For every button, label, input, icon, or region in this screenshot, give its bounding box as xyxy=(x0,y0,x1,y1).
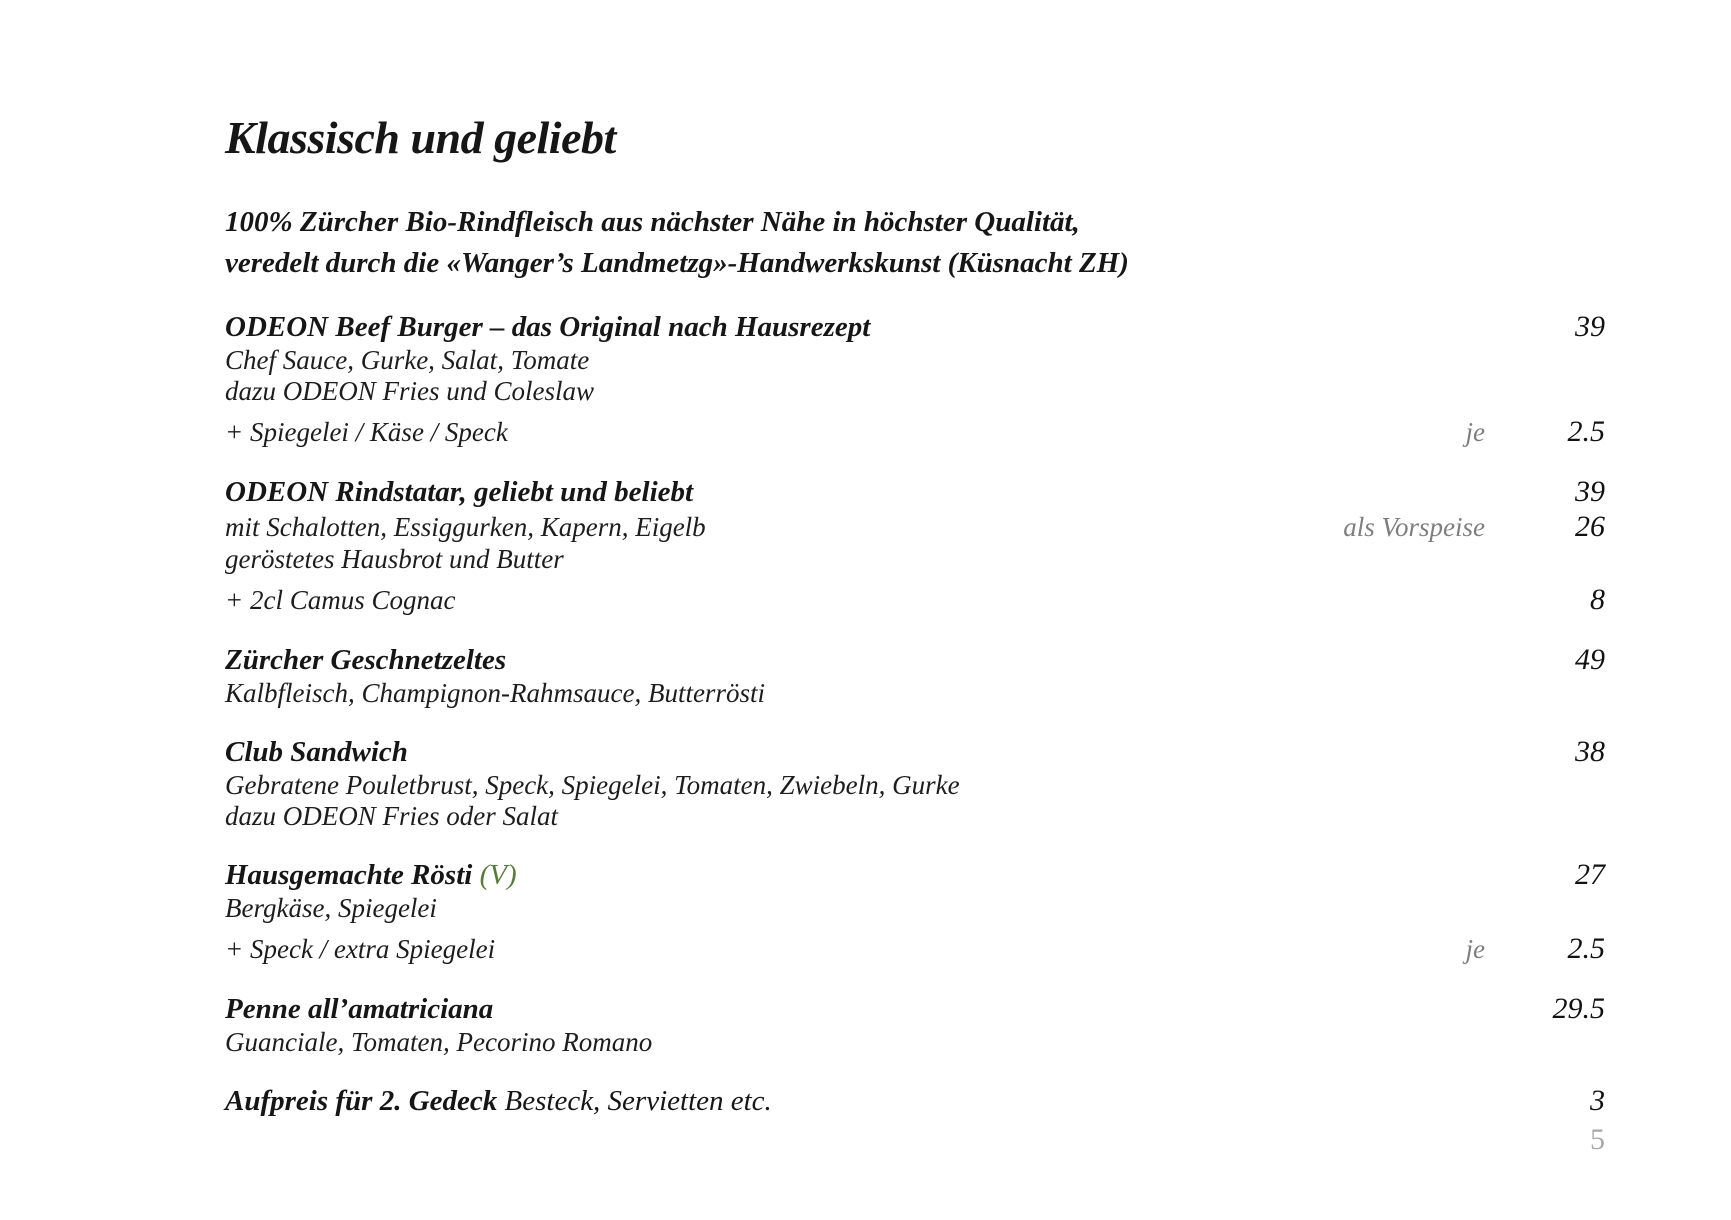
page-title: Klassisch und geliebt xyxy=(225,112,616,163)
dish-description: mit Schalotten, Essiggurken, Kapern, Eigelb xyxy=(225,512,706,542)
page-number-row xyxy=(225,1123,1605,1157)
dish-name: ODEON Beef Burger – das Original nach Hausrezept xyxy=(225,311,871,343)
addon-line xyxy=(225,583,1605,617)
dish-description: dazu ODEON Fries und Coleslaw xyxy=(225,376,595,406)
dish-description-row xyxy=(225,678,1605,709)
addon-text: + Spiegelei / Käse / Speck xyxy=(225,417,508,447)
dish-name: ODEON Rindstatar, geliebt und beliebt xyxy=(225,476,694,508)
dish-description-row xyxy=(225,345,1605,376)
price-value: 29.5 xyxy=(1552,992,1605,1025)
dish-description-row xyxy=(225,544,1605,575)
dish-description: Gebratene Pouletbrust, Speck, Spiegelei, Tomaten, Zwiebeln, Gurke xyxy=(225,770,960,800)
dish-name: Zürcher Geschnetzeltes xyxy=(225,644,507,676)
menu-item xyxy=(225,475,1605,617)
dish-name-row xyxy=(225,310,1605,345)
dish-description: Chef Sauce, Gurke, Salat, Tomate xyxy=(225,345,590,375)
dish-description: Kalbfleisch, Champignon-Rahmsauce, Butterrösti xyxy=(225,678,765,708)
intro-line-2: veredelt durch die «Wanger’s Landmetzg»-Handwerkskunst (Küsnacht ZH) xyxy=(225,247,1129,279)
dish-description: Guanciale, Tomaten, Pecorino Romano xyxy=(225,1027,653,1057)
veg-badge: (V) xyxy=(479,859,517,891)
dish-name xyxy=(225,858,1485,893)
addon-line xyxy=(225,415,1605,449)
price-value: 8 xyxy=(1590,583,1605,616)
menu-item xyxy=(225,858,1605,966)
dish-name-row xyxy=(225,992,1605,1027)
surcharge-detail: Besteck, Servietten etc. xyxy=(497,1085,772,1117)
portion-label: als Vorspeise xyxy=(1343,512,1485,542)
dish-description-row xyxy=(225,801,1605,832)
price-value: 49 xyxy=(1575,643,1605,676)
dish-description-row xyxy=(225,376,1605,407)
menu-item xyxy=(225,992,1605,1058)
page-number: 5 xyxy=(1590,1123,1605,1156)
dish-name-row xyxy=(225,475,1605,510)
intro-text xyxy=(225,202,1605,284)
addon-text: + Speck / extra Spiegelei xyxy=(225,934,496,964)
surcharge-text xyxy=(225,1084,1485,1119)
price-value: 39 xyxy=(1575,310,1605,343)
dish-name: Club Sandwich xyxy=(225,736,408,768)
dish-description-row xyxy=(225,1027,1605,1058)
addon-text: + 2cl Camus Cognac xyxy=(225,585,456,615)
price-value: 26 xyxy=(1575,510,1605,543)
price-value: 2.5 xyxy=(1567,415,1605,448)
surcharge-row xyxy=(225,1084,1605,1119)
portion-label: je xyxy=(1465,934,1485,964)
dish-description: Bergkäse, Spiegelei xyxy=(225,893,437,923)
surcharge-title: Aufpreis für 2. Gedeck xyxy=(225,1085,498,1117)
dish-description-row xyxy=(225,893,1605,924)
price-value: 27 xyxy=(1575,858,1605,891)
dish-name-row xyxy=(225,858,1605,893)
surcharge-line xyxy=(225,1084,1605,1119)
dish-description: geröstetes Hausbrot und Butter xyxy=(225,544,564,574)
price-value: 39 xyxy=(1575,475,1605,508)
dish-description-row xyxy=(225,770,1605,801)
price-value: 2.5 xyxy=(1567,932,1605,965)
dish-description-row xyxy=(225,510,1605,544)
portion-label: je xyxy=(1465,417,1485,447)
menu-item xyxy=(225,735,1605,832)
price-value: 3 xyxy=(1590,1084,1605,1117)
intro-line-1: 100% Zürcher Bio-Rindfleisch aus nächster Nähe in höchster Qualität, xyxy=(225,206,1080,238)
dish-name-row xyxy=(225,735,1605,770)
dish-description: dazu ODEON Fries oder Salat xyxy=(225,801,558,831)
menu-item xyxy=(225,310,1605,449)
price-value: 38 xyxy=(1575,735,1605,768)
dish-name: Penne all’amatriciana xyxy=(225,993,494,1025)
menu-item xyxy=(225,643,1605,709)
dish-name-text: Hausgemachte Rösti xyxy=(225,859,473,891)
dish-name-row xyxy=(225,643,1605,678)
addon-line xyxy=(225,932,1605,966)
